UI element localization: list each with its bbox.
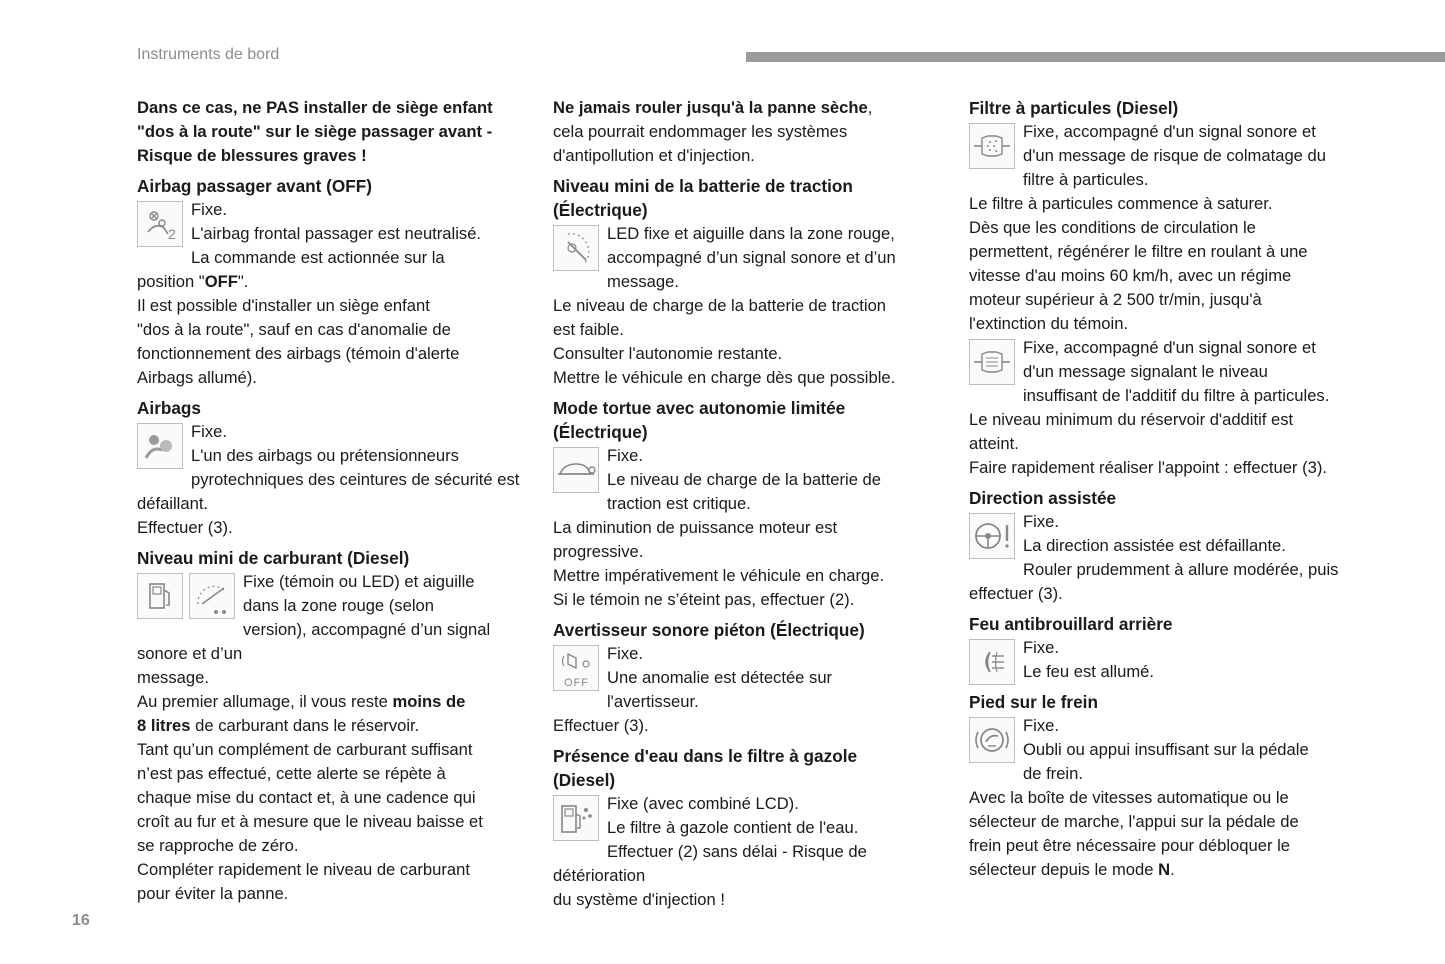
text-line: Au premier allumage, il vous reste (137, 692, 393, 711)
text-line: Avec la boîte de vitesses automatique ou le (969, 788, 1289, 807)
text-line: Dès que les conditions de circulation le (969, 218, 1256, 237)
steering-wheel-icon (969, 513, 1015, 559)
particle-filter-additive-icon (969, 339, 1015, 385)
text-line (137, 690, 527, 714)
text-line: cela pourrait endommager les systèmes (553, 122, 848, 141)
airbag-off-section (137, 174, 527, 390)
text-line: Faire rapidement réaliser l'appoint : effectuer (3). (969, 458, 1327, 477)
text-line: se rapproche de zéro. (137, 836, 299, 855)
text-line: du système d'injection ! (553, 890, 725, 909)
text-line: Si le témoin ne s’éteint pas, effectuer (2). (553, 590, 855, 609)
section-title: Instruments de bord (137, 46, 280, 63)
bold-text: 8 litres (137, 716, 191, 735)
text-line: La diminution de puissance moteur est (553, 518, 838, 537)
section-heading: Pied sur le frein (969, 692, 1098, 712)
text-line: dans la zone rouge (selon (243, 596, 434, 615)
text-line: Fixe. (1023, 512, 1059, 531)
text-line: Effectuer (3). (553, 716, 649, 735)
text-line: d'antipollution et d'injection. (553, 146, 755, 165)
text-line: Il est possible d'installer un siège enfant (137, 296, 430, 315)
section-heading: (Électrique) (553, 200, 648, 220)
text-line: Fixe. (607, 644, 643, 663)
column-3 (969, 96, 1365, 888)
turtle-mode-section (553, 396, 945, 612)
text-line: position " (137, 272, 205, 291)
section-heading: Airbag passager avant (OFF) (137, 176, 372, 196)
text-line: L'un des airbags ou prétensionneurs (191, 446, 459, 465)
rear-fog-lamp-section (969, 612, 1365, 684)
text-line: d'un message de risque de colmatage du (1023, 146, 1326, 165)
text-line: sélecteur de marche, l'appui sur la pédale de (969, 812, 1299, 831)
power-steering-section (969, 486, 1365, 606)
text-line (137, 96, 527, 120)
text-line: pyrotechniques des ceintures de sécurité est (191, 470, 520, 489)
fuel-gauge-icon (189, 573, 235, 619)
text-line: Fixe. (1023, 716, 1059, 735)
text-line (137, 120, 527, 144)
text-line: Le niveau minimum du réservoir d'additif est (969, 410, 1294, 429)
svg-text:2: 2 (168, 226, 176, 242)
text-line: La commande est actionnée sur la (191, 248, 445, 267)
text-line: Le niveau de charge de la batterie de (607, 470, 881, 489)
airbag-off-icon (137, 201, 183, 247)
text-line: . (1170, 860, 1175, 879)
no-empty-tank-warning (553, 96, 945, 168)
child-seat-warning (137, 96, 527, 168)
text-line: permettent, régénérer le filtre en roulant à une (969, 242, 1308, 261)
text-line: est faible. (553, 320, 625, 339)
section-heading: Présence d'eau dans le filtre à gazole (553, 746, 858, 766)
text-line: chaque mise du contact et, à une cadence qui (137, 788, 476, 807)
turtle-icon (553, 447, 599, 493)
text-line: n’est pas effectué, cette alerte se répète à (137, 764, 446, 783)
text-line: croît au fur et à mesure que le niveau baisse et (137, 812, 483, 831)
text-line: Le feu est allumé. (1023, 662, 1154, 681)
section-heading: Niveau mini de la batterie de traction (553, 176, 853, 196)
text-line: de carburant dans le réservoir. (190, 716, 420, 735)
text-line: progressive. (553, 542, 644, 561)
text-line: Airbags allumé). (137, 368, 257, 387)
text-line: défaillant. (137, 494, 209, 513)
text-line: Effectuer (3). (137, 518, 233, 537)
pedestrian-horn-section (553, 618, 945, 738)
text-line: "dos à la route", sauf en cas d'anomalie de (137, 320, 451, 339)
text-line: ". (237, 272, 249, 291)
section-heading: (Diesel) (553, 770, 616, 790)
svg-text:OFF: OFF (564, 677, 589, 689)
text-line: accompagné d’un signal sonore et d’un (607, 248, 896, 267)
text-line: Fixe, accompagné d'un signal sonore et (1023, 338, 1316, 357)
airbag-icon (137, 423, 183, 469)
column-2 (553, 96, 945, 918)
bold-text: Ne jamais rouler jusqu'à la panne sèche (553, 98, 868, 117)
text-line: l'extinction du témoin. (969, 314, 1129, 333)
text-line: moteur supérieur à 2 500 tr/min, jusqu'à (969, 290, 1262, 309)
text-line: filtre à particules. (1023, 170, 1149, 189)
text-line: Fixe (avec combiné LCD). (607, 794, 799, 813)
airbags-section (137, 396, 527, 540)
text-line: Oubli ou appui insuffisant sur la pédale (1023, 740, 1309, 759)
bold-text: Dans ce cas, ne PAS installer de siège enfant (137, 98, 493, 117)
page-number: 16 (72, 912, 90, 929)
text-line: Fixe. (191, 422, 227, 441)
text-line: insuffisant de l'additif du filtre à particules. (1023, 386, 1330, 405)
bold-text: Risque de blessures graves ! (137, 146, 367, 165)
text-line: LED fixe et aiguille dans la zone rouge, (607, 224, 895, 243)
fuel-section (137, 546, 527, 906)
text-line: l'avertisseur. (607, 692, 699, 711)
text-line: vitesse d'au moins 60 km/h, avec un régime (969, 266, 1292, 285)
text-line: Le niveau de charge de la batterie de traction (553, 296, 887, 315)
text-line: Tant qu’un complément de carburant suffisant (137, 740, 473, 759)
bold-text: N (1158, 860, 1171, 879)
text-line: frein peut être nécessaire pour débloquer le (969, 836, 1291, 855)
pedestrian-horn-off-icon (553, 645, 599, 691)
text-line: pour éviter la panne. (137, 884, 289, 903)
bold-text: OFF (204, 272, 238, 291)
text-line: Effectuer (2) sans délai - Risque de détérioration (553, 842, 867, 885)
text-line: fonctionnement des airbags (témoin d'alerte (137, 344, 460, 363)
text-line: Consulter l'autonomie restante. (553, 344, 783, 363)
section-heading: Feu antibrouillard arrière (969, 614, 1173, 634)
bold-text: "dos à la route" sur le siège passager avant - (137, 122, 493, 141)
rear-fog-lamp-icon (969, 639, 1015, 685)
text-line: effectuer (3). (969, 584, 1063, 603)
text-line: sélecteur depuis le mode (969, 860, 1159, 879)
particle-filter-icon (969, 123, 1015, 169)
foot-on-brake-icon (969, 717, 1015, 763)
water-in-diesel-icon (553, 795, 599, 841)
text-line (137, 144, 527, 168)
section-heading: Avertisseur sonore piéton (Électrique) (553, 620, 865, 640)
text-line: Fixe (témoin ou LED) et aiguille (243, 572, 475, 591)
section-heading: Mode tortue avec autonomie limitée (553, 398, 846, 418)
text-line: message. (137, 668, 209, 687)
text-line: message. (607, 272, 679, 291)
text-line (137, 714, 527, 738)
section-heading: Niveau mini de carburant (Diesel) (137, 548, 410, 568)
particle-filter-section (969, 96, 1365, 480)
text-line: Rouler prudemment à allure modérée, puis (1023, 560, 1339, 579)
water-in-filter-section (553, 744, 945, 912)
text-line: version), accompagné d’un signal sonore et d’un (137, 620, 491, 663)
text-line: traction est critique. (607, 494, 751, 513)
text-line: Une anomalie est détectée sur (607, 668, 833, 687)
text-line (553, 96, 945, 120)
traction-battery-section (553, 174, 945, 390)
text-line: , (867, 98, 873, 117)
foot-on-brake-section (969, 690, 1365, 882)
section-heading: (Électrique) (553, 422, 648, 442)
text-line: d'un message signalant le niveau (1023, 362, 1268, 381)
bold-text: moins de (392, 692, 466, 711)
text-line: de frein. (1023, 764, 1083, 783)
text-line: Compléter rapidement le niveau de carburant (137, 860, 470, 879)
header-bar (746, 52, 1445, 62)
text-line: atteint. (969, 434, 1019, 453)
text-line: La direction assistée est défaillante. (1023, 536, 1286, 555)
section-heading: Direction assistée (969, 488, 1117, 508)
text-line: Fixe. (607, 446, 643, 465)
text-line: Mettre impérativement le véhicule en charge. (553, 566, 885, 585)
fuel-pump-icon (137, 573, 183, 619)
text-line: Fixe. (191, 200, 227, 219)
text-line: Le filtre à gazole contient de l'eau. (607, 818, 859, 837)
text-line (969, 858, 1365, 882)
section-heading: Filtre à particules (Diesel) (969, 98, 1179, 118)
text-line: Mettre le véhicule en charge dès que possible. (553, 368, 896, 387)
column-1 (137, 96, 527, 912)
text-line: Le filtre à particules commence à saturer. (969, 194, 1273, 213)
section-heading: Airbags (137, 398, 201, 418)
text-line: Fixe, accompagné d'un signal sonore et (1023, 122, 1316, 141)
text-line (137, 270, 527, 294)
battery-gauge-icon (553, 225, 599, 271)
text-line: L'airbag frontal passager est neutralisé. (191, 224, 482, 243)
text-line: Fixe. (1023, 638, 1059, 657)
